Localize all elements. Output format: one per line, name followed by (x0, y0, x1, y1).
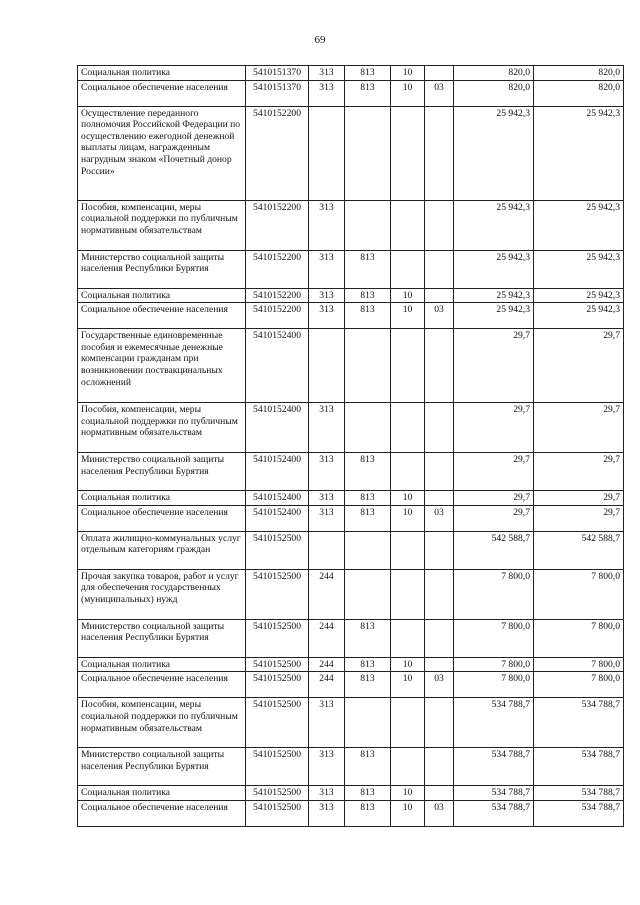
amount-cell: 29,7 (534, 505, 624, 531)
expense-type-code-cell: 313 (309, 66, 345, 81)
section-code-cell: 10 (391, 672, 425, 698)
row-name-cell: Социальное обеспечение населения (78, 672, 246, 698)
subsection-code-cell (425, 748, 454, 786)
table-row (78, 800, 624, 826)
administrator-code-cell (345, 200, 391, 250)
expense-type-code-cell (309, 531, 345, 569)
administrator-code-cell: 813 (345, 786, 391, 801)
target-article-code-cell: 5410152500 (246, 531, 309, 569)
amount-cell: 534 788,7 (454, 698, 534, 748)
amount-cell: 25 942,3 (454, 250, 534, 288)
section-code-cell (391, 250, 425, 288)
row-name-cell: Социальная политика (78, 288, 246, 303)
section-code-cell (391, 748, 425, 786)
expense-type-code-cell: 313 (309, 200, 345, 250)
section-code-cell: 10 (391, 303, 425, 329)
expense-type-code-cell: 313 (309, 453, 345, 491)
amount-cell: 29,7 (534, 491, 624, 506)
table-row (78, 491, 624, 506)
row-name-cell: Осуществление переданного полномочия Российской Федерации по осуществлению ежегодной денежной выплаты лицам, награжденным нагрудным знаком «Почетный донор России» (78, 106, 246, 200)
subsection-code-cell (425, 200, 454, 250)
subsection-code-cell (425, 288, 454, 303)
table-row (78, 106, 624, 200)
row-name-cell: Прочая закупка товаров, работ и услуг для обеспечения государственных (муниципальных) нужд (78, 569, 246, 619)
subsection-code-cell: 03 (425, 800, 454, 826)
table-row (78, 619, 624, 657)
row-name-cell: Социальное обеспечение населения (78, 303, 246, 329)
amount-cell: 29,7 (534, 453, 624, 491)
administrator-code-cell: 813 (345, 80, 391, 106)
administrator-code-cell: 813 (345, 288, 391, 303)
amount-cell: 29,7 (454, 505, 534, 531)
expense-type-code-cell: 313 (309, 250, 345, 288)
section-code-cell (391, 569, 425, 619)
section-code-cell (391, 106, 425, 200)
administrator-code-cell: 813 (345, 657, 391, 672)
target-article-code-cell: 5410152500 (246, 800, 309, 826)
subsection-code-cell (425, 403, 454, 453)
subsection-code-cell (425, 786, 454, 801)
amount-cell: 29,7 (454, 329, 534, 403)
target-article-code-cell: 5410152200 (246, 106, 309, 200)
amount-cell: 542 588,7 (534, 531, 624, 569)
page-number: 69 (314, 34, 326, 46)
expense-type-code-cell: 313 (309, 80, 345, 106)
budget-table-body (78, 66, 624, 827)
amount-cell: 7 800,0 (534, 619, 624, 657)
row-name-cell: Пособия, компенсации, меры социальной поддержки по публичным нормативным обязательствам (78, 698, 246, 748)
expense-type-code-cell (309, 106, 345, 200)
amount-cell: 29,7 (454, 453, 534, 491)
row-name-cell: Министерство социальной защиты населения Республики Бурятия (78, 250, 246, 288)
administrator-code-cell: 813 (345, 66, 391, 81)
target-article-code-cell: 5410152400 (246, 403, 309, 453)
section-code-cell: 10 (391, 288, 425, 303)
amount-cell: 534 788,7 (534, 698, 624, 748)
section-code-cell: 10 (391, 786, 425, 801)
amount-cell: 7 800,0 (454, 672, 534, 698)
target-article-code-cell: 5410152200 (246, 200, 309, 250)
table-row (78, 329, 624, 403)
target-article-code-cell: 5410152400 (246, 505, 309, 531)
table-row (78, 748, 624, 786)
subsection-code-cell (425, 491, 454, 506)
expense-type-code-cell: 244 (309, 657, 345, 672)
administrator-code-cell: 813 (345, 505, 391, 531)
subsection-code-cell (425, 619, 454, 657)
table-row (78, 66, 624, 81)
row-name-cell: Социальное обеспечение населения (78, 800, 246, 826)
amount-cell: 534 788,7 (454, 786, 534, 801)
table-row (78, 786, 624, 801)
table-row (78, 505, 624, 531)
section-code-cell: 10 (391, 657, 425, 672)
amount-cell: 534 788,7 (454, 748, 534, 786)
target-article-code-cell: 5410151370 (246, 80, 309, 106)
section-code-cell (391, 200, 425, 250)
amount-cell: 29,7 (534, 403, 624, 453)
amount-cell: 7 800,0 (534, 657, 624, 672)
expense-type-code-cell: 313 (309, 303, 345, 329)
target-article-code-cell: 5410152400 (246, 491, 309, 506)
administrator-code-cell (345, 403, 391, 453)
subsection-code-cell (425, 329, 454, 403)
target-article-code-cell: 5410152400 (246, 329, 309, 403)
table-row (78, 531, 624, 569)
amount-cell: 29,7 (454, 403, 534, 453)
subsection-code-cell (425, 698, 454, 748)
expense-type-code-cell: 313 (309, 786, 345, 801)
administrator-code-cell: 813 (345, 672, 391, 698)
section-code-cell (391, 453, 425, 491)
row-name-cell: Социальное обеспечение населения (78, 80, 246, 106)
table-row (78, 303, 624, 329)
section-code-cell (391, 329, 425, 403)
table-row (78, 698, 624, 748)
expense-type-code-cell: 244 (309, 619, 345, 657)
amount-cell: 534 788,7 (534, 800, 624, 826)
expense-type-code-cell: 244 (309, 672, 345, 698)
table-row (78, 672, 624, 698)
amount-cell: 820,0 (534, 66, 624, 81)
amount-cell: 25 942,3 (534, 303, 624, 329)
table-row (78, 250, 624, 288)
section-code-cell: 10 (391, 66, 425, 81)
subsection-code-cell (425, 569, 454, 619)
subsection-code-cell (425, 657, 454, 672)
expense-type-code-cell (309, 329, 345, 403)
subsection-code-cell: 03 (425, 303, 454, 329)
administrator-code-cell (345, 698, 391, 748)
section-code-cell: 10 (391, 800, 425, 826)
amount-cell: 25 942,3 (534, 250, 624, 288)
target-article-code-cell: 5410152500 (246, 657, 309, 672)
row-name-cell: Социальная политика (78, 66, 246, 81)
expense-type-code-cell: 313 (309, 698, 345, 748)
subsection-code-cell (425, 250, 454, 288)
amount-cell: 7 800,0 (454, 569, 534, 619)
table-row (78, 288, 624, 303)
budget-table (77, 65, 624, 827)
target-article-code-cell: 5410152500 (246, 786, 309, 801)
amount-cell: 820,0 (534, 80, 624, 106)
administrator-code-cell (345, 329, 391, 403)
amount-cell: 534 788,7 (534, 786, 624, 801)
section-code-cell (391, 619, 425, 657)
amount-cell: 820,0 (454, 66, 534, 81)
row-name-cell: Пособия, компенсации, меры социальной поддержки по публичным нормативным обязательствам (78, 200, 246, 250)
section-code-cell (391, 698, 425, 748)
table-row (78, 80, 624, 106)
subsection-code-cell: 03 (425, 505, 454, 531)
section-code-cell: 10 (391, 80, 425, 106)
amount-cell: 25 942,3 (454, 200, 534, 250)
administrator-code-cell: 813 (345, 619, 391, 657)
target-article-code-cell: 5410152500 (246, 698, 309, 748)
target-article-code-cell: 5410151370 (246, 66, 309, 81)
section-code-cell: 10 (391, 505, 425, 531)
table-row (78, 569, 624, 619)
subsection-code-cell (425, 531, 454, 569)
table-row (78, 403, 624, 453)
row-name-cell: Оплата жилищно-коммунальных услуг отдельным категориям граждан (78, 531, 246, 569)
administrator-code-cell: 813 (345, 250, 391, 288)
administrator-code-cell: 813 (345, 800, 391, 826)
subsection-code-cell (425, 66, 454, 81)
administrator-code-cell: 813 (345, 303, 391, 329)
row-name-cell: Министерство социальной защиты населения Республики Бурятия (78, 453, 246, 491)
row-name-cell: Министерство социальной защиты населения Республики Бурятия (78, 748, 246, 786)
amount-cell: 542 588,7 (454, 531, 534, 569)
subsection-code-cell: 03 (425, 80, 454, 106)
amount-cell: 25 942,3 (534, 288, 624, 303)
amount-cell: 534 788,7 (534, 748, 624, 786)
expense-type-code-cell: 313 (309, 491, 345, 506)
amount-cell: 534 788,7 (454, 800, 534, 826)
target-article-code-cell: 5410152500 (246, 672, 309, 698)
section-code-cell: 10 (391, 491, 425, 506)
administrator-code-cell (345, 569, 391, 619)
amount-cell: 25 942,3 (534, 106, 624, 200)
amount-cell: 29,7 (534, 329, 624, 403)
expense-type-code-cell: 313 (309, 800, 345, 826)
amount-cell: 7 800,0 (534, 569, 624, 619)
row-name-cell: Государственные единовременные пособия и ежемесячные денежные компенсации гражданам при возникновении поствакцинальных осложнений (78, 329, 246, 403)
amount-cell: 7 800,0 (534, 672, 624, 698)
expense-type-code-cell: 244 (309, 569, 345, 619)
target-article-code-cell: 5410152400 (246, 453, 309, 491)
table-row (78, 657, 624, 672)
expense-type-code-cell: 313 (309, 748, 345, 786)
administrator-code-cell: 813 (345, 748, 391, 786)
row-name-cell: Социальное обеспечение населения (78, 505, 246, 531)
target-article-code-cell: 5410152200 (246, 288, 309, 303)
row-name-cell: Социальная политика (78, 491, 246, 506)
expense-type-code-cell: 313 (309, 403, 345, 453)
table-row (78, 453, 624, 491)
subsection-code-cell (425, 453, 454, 491)
amount-cell: 25 942,3 (454, 288, 534, 303)
amount-cell: 820,0 (454, 80, 534, 106)
table-row (78, 200, 624, 250)
expense-type-code-cell: 313 (309, 288, 345, 303)
administrator-code-cell (345, 531, 391, 569)
row-name-cell: Министерство социальной защиты населения Республики Бурятия (78, 619, 246, 657)
target-article-code-cell: 5410152500 (246, 619, 309, 657)
administrator-code-cell: 813 (345, 491, 391, 506)
subsection-code-cell: 03 (425, 672, 454, 698)
target-article-code-cell: 5410152500 (246, 748, 309, 786)
target-article-code-cell: 5410152200 (246, 303, 309, 329)
administrator-code-cell: 813 (345, 453, 391, 491)
amount-cell: 25 942,3 (454, 303, 534, 329)
row-name-cell: Пособия, компенсации, меры социальной поддержки по публичным нормативным обязательствам (78, 403, 246, 453)
amount-cell: 25 942,3 (534, 200, 624, 250)
subsection-code-cell (425, 106, 454, 200)
section-code-cell (391, 531, 425, 569)
section-code-cell (391, 403, 425, 453)
row-name-cell: Социальная политика (78, 786, 246, 801)
row-name-cell: Социальная политика (78, 657, 246, 672)
amount-cell: 7 800,0 (454, 619, 534, 657)
amount-cell: 7 800,0 (454, 657, 534, 672)
target-article-code-cell: 5410152200 (246, 250, 309, 288)
amount-cell: 29,7 (454, 491, 534, 506)
amount-cell: 25 942,3 (454, 106, 534, 200)
target-article-code-cell: 5410152500 (246, 569, 309, 619)
expense-type-code-cell: 313 (309, 505, 345, 531)
administrator-code-cell (345, 106, 391, 200)
